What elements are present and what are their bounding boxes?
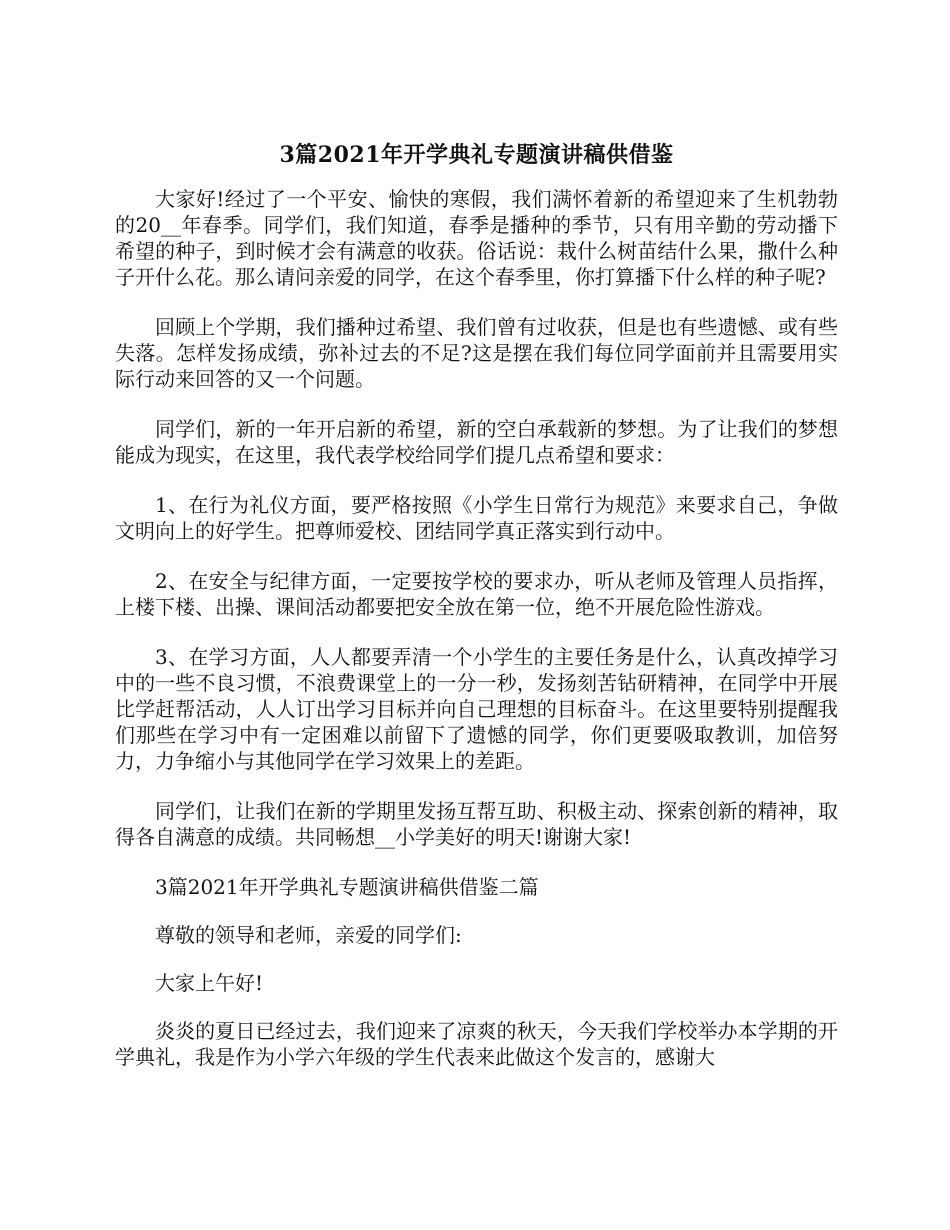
document-title: 3篇2021年开学典礼专题演讲稿供借鉴	[279, 142, 674, 168]
paragraph-greeting-spring: 大家好!经过了一个平安、愉快的寒假，我们满怀着新的希望迎来了生机勃勃的20__年春季。同学们，我们知道，春季是播种的季节，只有用辛勤的劳动播下希望的种子，到时候才会有满意的收获。俗话说：栽什么树苗结什么果，撒什么种子开什么花。那么请问亲爱的同学，在这个春季里，你打算播下什么样的种子呢?	[115, 187, 838, 289]
paragraph-review-last-term: 回顾上个学期，我们播种过希望、我们曾有过收获，但是也有些遗憾、或有些失落。怎样发扬成绩，弥补过去的不足?这是摆在我们每位同学面前并且需要用实际行动来回答的又一个问题。	[115, 315, 838, 391]
paragraph-item-3-study: 3、在学习方面，人人都要弄清一个小学生的主要任务是什么，认真改掉学习中的一些不良习惯，不浪费课堂上的一分一秒，发扬刻苦钻研精神，在同学中开展比学赶帮活动，人人订出学习目标并向自己理想的目标奋斗。在这里要特别提醒我们那些在学习中有一定困难以前留下了遗憾的同学，你们更要吸取教训，加倍努力，力争缩小与其他同学在学习效果上的差距。	[115, 645, 838, 773]
paragraph-salutation: 尊敬的领导和老师，亲爱的同学们:	[155, 923, 462, 947]
paragraph-item-2-safety: 2、在安全与纪律方面，一定要按学校的要求办，听从老师及管理人员指挥，上楼下楼、出操、课间活动都要把安全放在第一位，绝不开展危险性游戏。	[115, 569, 838, 619]
paragraph-item-1-etiquette: 1、在行为礼仪方面，要严格按照《小学生日常行为规范》来要求自己，争做文明向上的好学生。把尊师爱校、团结同学真正落实到行动中。	[115, 493, 838, 543]
paragraph-autumn-opening: 炎炎的夏日已经过去，我们迎来了凉爽的秋天，今天我们学校举办本学期的开学典礼，我是作为小学六年级的学生代表来此做这个发言的，感谢大	[115, 1019, 838, 1069]
section-heading-second-speech: 3篇2021年开学典礼专题演讲稿供借鉴二篇	[155, 875, 539, 899]
paragraph-new-year-hopes: 同学们，新的一年开启新的希望，新的空白承载新的梦想。为了让我们的梦想能成为现实，在这里，我代表学校给同学们提几点希望和要求：	[115, 417, 838, 467]
paragraph-good-morning: 大家上午好!	[155, 971, 264, 995]
paragraph-closing: 同学们，让我们在新的学期里发扬互帮互助、积极主动、探索创新的精神，取得各自满意的成绩。共同畅想__小学美好的明天!谢谢大家!	[115, 799, 838, 849]
